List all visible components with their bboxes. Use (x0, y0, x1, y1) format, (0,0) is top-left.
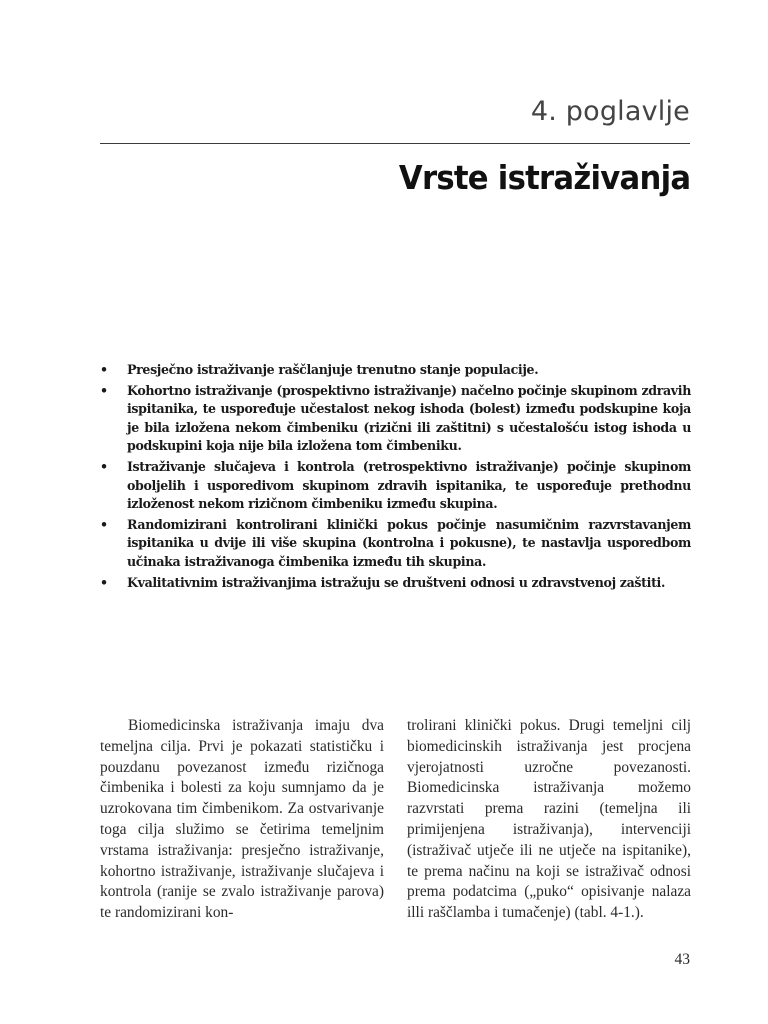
body-column-right (407, 716, 691, 924)
bullet-marker: • (100, 516, 108, 532)
key-point-item (100, 458, 691, 514)
key-point-item (100, 574, 691, 593)
key-point-text: Presječno istraživanje raščlanjuje trenutno stanje populacije. (127, 362, 539, 377)
key-point-item (100, 516, 691, 572)
body-paragraph: Biomedicinska istraživanja imaju dva temeljna cilja. Prvi je pokazati statističku i pouzdanu povezanost između rizičnoga čimbenika i bolesti za koju sumnjamo da je uzrokovana tim čimbenikom. Za ostvarivanje toga cilja služimo se četirima temeljnim vrstama istraživanja: presječno istraživanje, kohortno istraživanje, istraživanje slučajeva i kontrola (ranije se zvalo istraživanje parova) te randomizirani kon- (100, 717, 384, 922)
bullet-marker: • (100, 382, 108, 398)
chapter-title: Vrste istraživanja (398, 158, 690, 197)
bullet-marker: • (100, 458, 108, 474)
key-point-item (100, 382, 691, 456)
key-points-list (100, 361, 691, 594)
page-number: 43 (674, 951, 690, 968)
bullet-marker: • (100, 362, 108, 377)
key-point-text: Kohortno istraživanje (prospektivno istraživanje) načelno počinje skupinom zdravih ispitanika, te uspoređuje učestalost nekog ishoda (bolest) između podskupine koja je bila izložena nekom čimbeniku (rizični ili zaštitni) s učestalošću istog ishoda u podskupini koja nije bila izložena tom čimbeniku. (127, 382, 691, 454)
body-paragraph: trolirani klinički pokus. Drugi temeljni cilj biomedicinskih istraživanja jest procjena vjerojatnosti uzročne povezanosti. Biomedicinska istraživanja možemo razvrstati prema razini (temeljna ili primijenjena istraživanja), intervenciji (istraživač utječe ili ne utječe na ispitanike), te prema načinu na koji se istraživač odnosi prema podatcima („puko“ opisivanje nalaza illi raščlamba i tumačenje) (tabl. 4-1.). (407, 717, 691, 922)
key-point-item (100, 361, 691, 380)
chapter-label: 4. poglavlje (530, 96, 690, 127)
bullet-marker: • (100, 574, 108, 590)
key-point-text: Istraživanje slučajeva i kontrola (retrospektivno istraživanje) počinje skupinom oboljelih i usporedivom skupinom zdravih ispitanika, te uspoređuje prethodnu izloženost nekom rizičnom čimbeniku između skupina. (127, 458, 691, 512)
chapter-rule (100, 143, 690, 144)
body-column-left (100, 716, 384, 924)
key-point-text: Randomizirani kontrolirani klinički pokus počinje nasumičnim razvrstavanjem ispitanika u dvije ili više skupina (kontrolna i pokusne), te nastavlja usporedbom učinaka istraživanoga čimbenika između tih skupina. (127, 516, 691, 569)
key-point-text: Kvalitativnim istraživanjima istražuju se društveni odnosi u zdravstvenoj zaštiti. (127, 574, 666, 590)
